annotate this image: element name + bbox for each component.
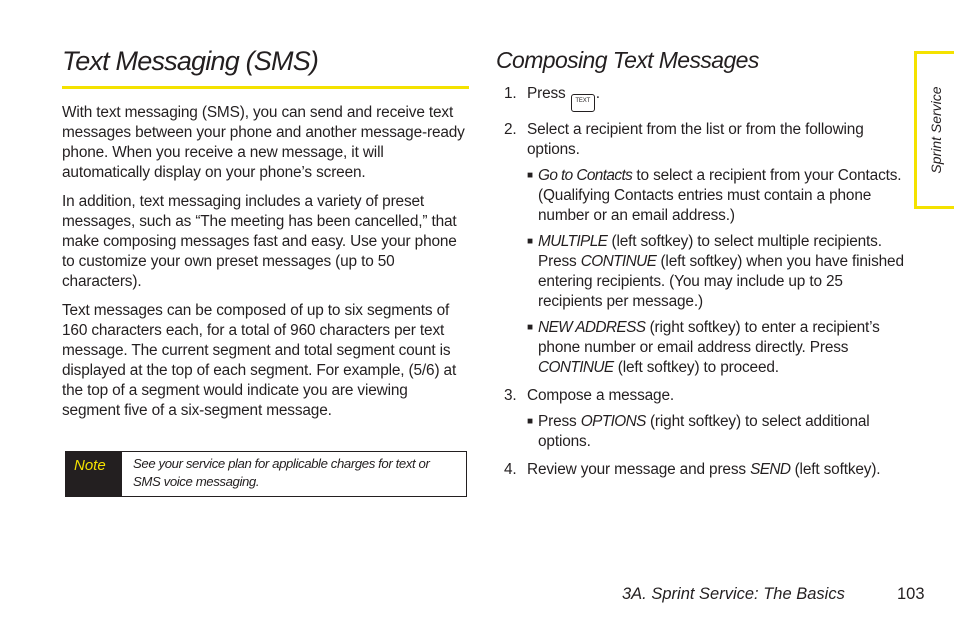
step-text: Select a recipient from the list or from the following options.: [527, 121, 864, 158]
softkey-name: SEND: [750, 461, 791, 478]
step-number: 3.: [504, 387, 517, 404]
softkey-name: OPTIONS: [580, 413, 646, 430]
bullet-text: (left softkey) to proceed.: [617, 359, 779, 376]
softkey-name: MULTIPLE: [538, 233, 608, 250]
page-title: Text Messaging (SMS): [62, 46, 319, 76]
step-text: Press: [527, 85, 566, 102]
square-bullet-icon: ■: [527, 236, 533, 247]
side-tab-label: Sprint Service: [927, 86, 944, 174]
step-1: [496, 84, 908, 112]
softkey-name: NEW ADDRESS: [538, 319, 646, 336]
right-column: [496, 44, 908, 488]
step-number: 2.: [504, 121, 517, 138]
intro-paragraph: With text messaging (SMS), you can send and receive text messages between your phone and another message-ready phone. When you receive a new message, it will automatically display on your phone’s screen.: [62, 104, 465, 181]
step-text-end: .: [595, 85, 600, 102]
note-text: See your service plan for applicable charges for text or SMS voice messaging.: [133, 456, 430, 489]
step-4: [496, 460, 908, 480]
step-2: [496, 120, 908, 160]
footer-page-number: 103: [897, 585, 925, 603]
step-text: Compose a message.: [527, 387, 675, 404]
step-text-end: (left softkey).: [794, 461, 881, 478]
softkey-name: CONTINUE: [538, 359, 614, 376]
text-key-icon: [571, 94, 595, 112]
softkey-name: Go to Contacts: [538, 167, 633, 184]
bullet-text: (left softkey) when you have finished entering recipients. (You may include up to 25 recipients per message.): [538, 253, 904, 310]
title-underline: [62, 86, 469, 89]
side-tab-inner: [917, 54, 954, 206]
left-column: [62, 44, 469, 430]
square-bullet-icon: ■: [527, 170, 533, 181]
section-side-tab: [914, 51, 954, 209]
bullet-new-address: [496, 318, 908, 378]
preset-paragraph: In addition, text messaging includes a variety of preset messages, such as “The meeting has been cancelled,” that make composing messages fast and easy. Use your phone to customize your own preset messages (up to 50 characters).: [62, 193, 457, 290]
step-3: [496, 386, 908, 406]
step-text: Review your message and press: [527, 461, 746, 478]
step-number: 1.: [504, 85, 517, 102]
section-title: Composing Text Messages: [496, 47, 759, 73]
bullet-multiple: [496, 232, 908, 312]
square-bullet-icon: ■: [527, 416, 533, 427]
note-label: Note: [66, 452, 122, 496]
text-key-label: TEXT: [575, 98, 591, 104]
bullet-text: Press: [538, 413, 577, 430]
bullet-go-to-contacts: [496, 166, 908, 226]
step-number: 4.: [504, 461, 517, 478]
bullet-text: (right softkey) to select additional options.: [538, 413, 870, 450]
bullet-text: to select a recipient from your Contacts. (Qualifying Contacts entries must contain a phone number or an email address.): [538, 167, 902, 224]
bullet-text: (left softkey) to select multiple recipients. Press: [538, 233, 882, 270]
note-box: [65, 451, 467, 497]
segments-paragraph: Text messages can be composed of up to six segments of 160 characters each, for a total of 960 characters per text message. The current segment and total segment count is displayed at the top of each segment. For example, (5/6) at the top of a segment would indicate you are viewing segment five of a six-segment message.: [62, 302, 457, 419]
footer-section-name: 3A. Sprint Service: The Basics: [622, 585, 845, 603]
bullet-options: [496, 412, 908, 452]
softkey-name: CONTINUE: [580, 253, 657, 270]
bullet-text: (right softkey) to enter a recipient’s phone number or email address directly. Press: [538, 319, 880, 356]
square-bullet-icon: ■: [527, 322, 533, 333]
